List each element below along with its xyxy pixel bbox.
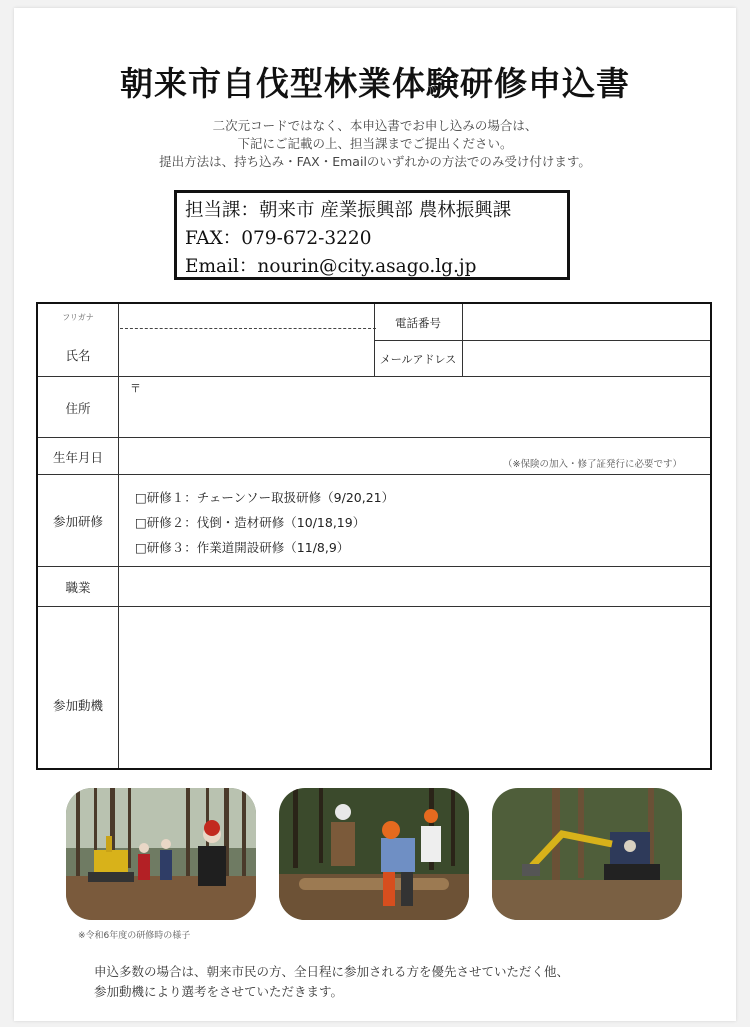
application-form: [36, 302, 712, 770]
address-label: 住所: [65, 401, 91, 416]
intro-line-2: 下記にご記載の上、担当課までご提出ください。: [237, 136, 513, 151]
name-label: 氏名: [65, 348, 91, 363]
intro-text: [0, 117, 750, 171]
selection-note-line-2: 参加動機により選考をさせていただきます。: [94, 984, 344, 999]
training-photo-chainsaw: [279, 788, 469, 920]
training-photo-excavator: [492, 788, 682, 920]
selection-note-line-1: 申込多数の場合は、朝来市民の方、全日程に参加される方を優先させていただく他、: [94, 964, 570, 979]
birthdate-note: （※保険の加入・修了証発行に必要です）: [503, 459, 682, 470]
phone-label: 電話番号: [395, 316, 441, 330]
contact-fax: FAX：079-672-3220: [185, 228, 372, 249]
page-title: 朝来市自伐型林業体験研修申込書: [120, 64, 630, 103]
course-3-checkbox[interactable]: □研修３：作業道開設研修（11/8,9）: [135, 540, 350, 555]
intro-line-1: 二次元コードではなく、本申込書でお申し込みの場合は、: [212, 118, 538, 133]
contact-box: [174, 190, 570, 280]
occupation-label: 職業: [65, 580, 91, 595]
training-photo-forest-crew: [66, 788, 256, 920]
furigana-label: フリガナ: [62, 313, 94, 322]
training-label: 参加研修: [52, 514, 103, 529]
course-2-checkbox[interactable]: □研修２：伐倒・造材研修（10/18,19）: [135, 515, 366, 530]
postal-mark: 〒: [130, 382, 141, 395]
email-label: メールアドレス: [379, 353, 457, 366]
birthdate-label: 生年月日: [52, 450, 103, 465]
selection-note: [94, 962, 714, 1002]
course-1-checkbox[interactable]: □研修１：チェーンソー取扱研修（9/20,21）: [135, 490, 395, 505]
motivation-label: 参加動機: [52, 698, 103, 713]
photo-caption: ※令和6年度の研修時の様子: [78, 931, 191, 941]
intro-line-3: 提出方法は、持ち込み・FAX・Emailのいずれかの方法でのみ受け付けます。: [159, 154, 591, 169]
contact-email: Email：nourin@city.asago.lg.jp: [185, 256, 477, 277]
contact-department: 担当課：朝来市 産業振興部 農林振興課: [185, 200, 512, 221]
